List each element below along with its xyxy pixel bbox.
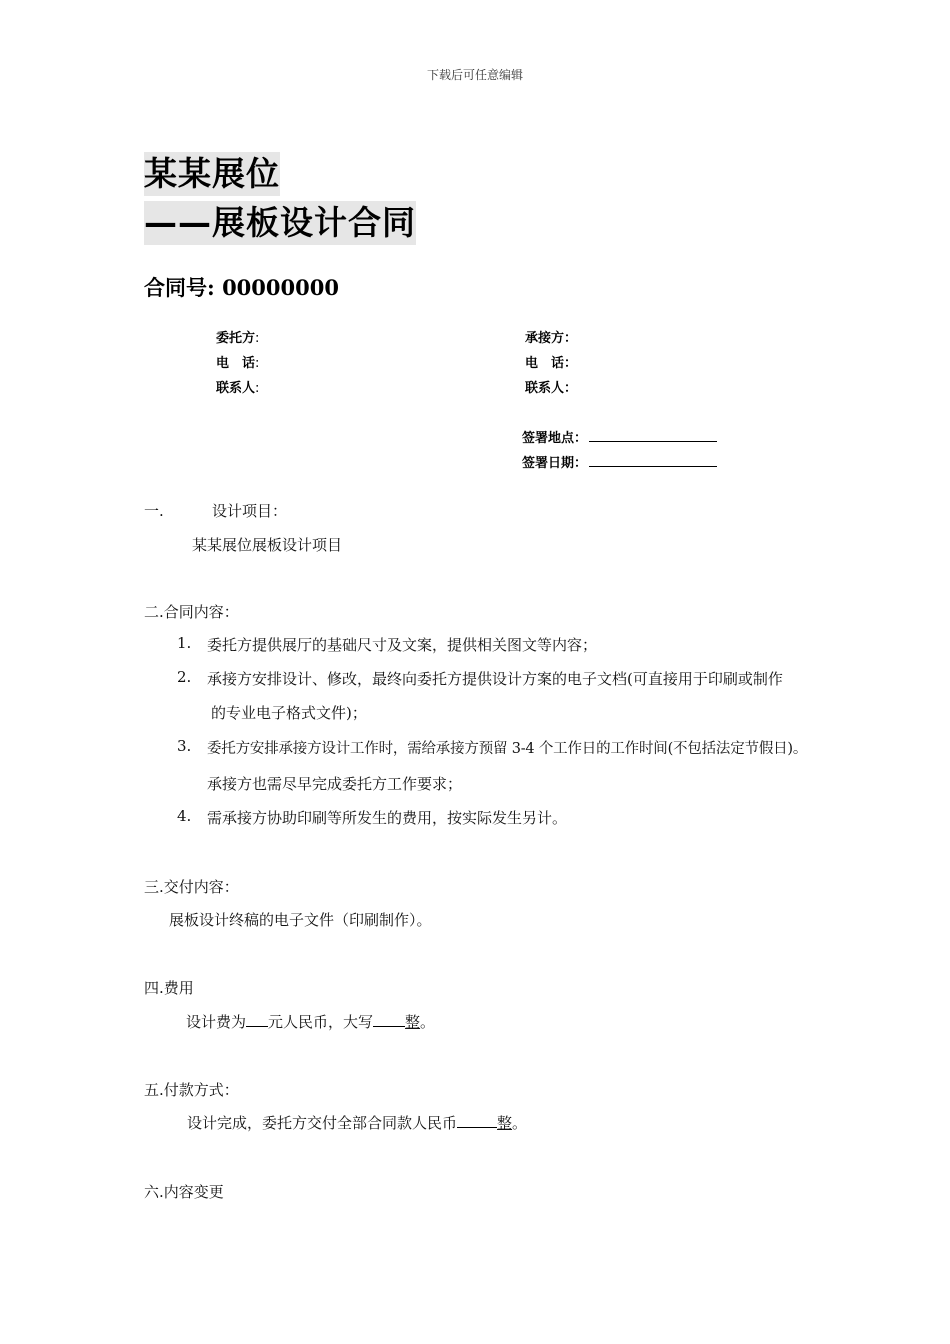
section2-item1-text: 委托方提供展厅的基础尺寸及文案，提供相关图文等内容；: [207, 636, 598, 654]
section4-title: 四.费用: [144, 979, 194, 997]
signing-date-field[interactable]: [589, 454, 717, 467]
client-contact-row: 联系人:: [216, 381, 260, 396]
section2-item3-text: 委托方安排承接方设计工作时，需给承接方预留 3-4 个工作日的工作时间(不包括法定节假日)。: [207, 741, 808, 757]
section2-item1-number: 1.: [177, 634, 192, 652]
section1-title: 设计项目：: [212, 502, 288, 520]
client-contact-label: 联系人: [216, 381, 256, 396]
contract-number: 合同号: 00000000: [144, 275, 339, 300]
section5-body: 设计完成，委托方交付全部合同款人民币 整。: [187, 1114, 528, 1132]
signing-place-row: [522, 427, 717, 446]
document-title-line1: 某某展位: [144, 152, 280, 196]
contractor-party-label: 承接方：: [525, 331, 578, 346]
client-party-label: 委托方: [216, 331, 256, 346]
section6-title: 六.内容变更: [144, 1183, 224, 1201]
client-phone-label: 电 话: [216, 356, 256, 371]
section3-body: 展板设计终稿的电子文件（印刷制作）。: [169, 911, 432, 929]
section3-title: 三.交付内容：: [144, 878, 239, 896]
client-party-row: 委托方:: [216, 331, 260, 346]
section2-item2-text: 承接方安排设计、修改，最终向委托方提供设计方案的电子文档(可直接用于印刷或制作: [207, 670, 783, 688]
section1-number: 一.: [144, 502, 164, 520]
section2-item3-continuation: 承接方也需尽早完成委托方工作要求；: [207, 775, 463, 793]
section5-title: 五.付款方式：: [144, 1081, 239, 1099]
section2-item2-number: 2.: [177, 668, 192, 686]
payment-amount-field[interactable]: [457, 1113, 497, 1128]
section2-item3-number: 3.: [177, 737, 192, 755]
signing-date-label: 签署日期：: [522, 456, 588, 471]
section2-item4-number: 4.: [177, 807, 192, 825]
signing-place-label: 签署地点：: [522, 431, 588, 446]
contractor-phone-label: 电 话：: [525, 356, 578, 371]
client-phone-row: 电 话:: [216, 356, 260, 371]
page-header-note: 下载后可任意编辑: [426, 68, 523, 82]
contractor-contact-label: 联系人：: [525, 381, 578, 396]
section2-item2-continuation: 的专业电子格式文件)；: [211, 704, 367, 722]
section1-body: 某某展位展板设计项目: [192, 536, 343, 554]
signing-place-field[interactable]: [589, 429, 717, 442]
fee-amount-field[interactable]: [246, 1012, 268, 1027]
section2-title: 二.合同内容：: [144, 603, 239, 621]
section4-body: 设计费为 元人民币，大写 整。: [186, 1013, 436, 1031]
signing-date-row: [522, 452, 717, 471]
section2-item4-text: 需承接方协助印刷等所发生的费用，按实际发生另计。: [207, 809, 568, 827]
fee-capital-field[interactable]: [373, 1012, 405, 1027]
document-title-line2: ——展板设计合同: [144, 201, 416, 245]
